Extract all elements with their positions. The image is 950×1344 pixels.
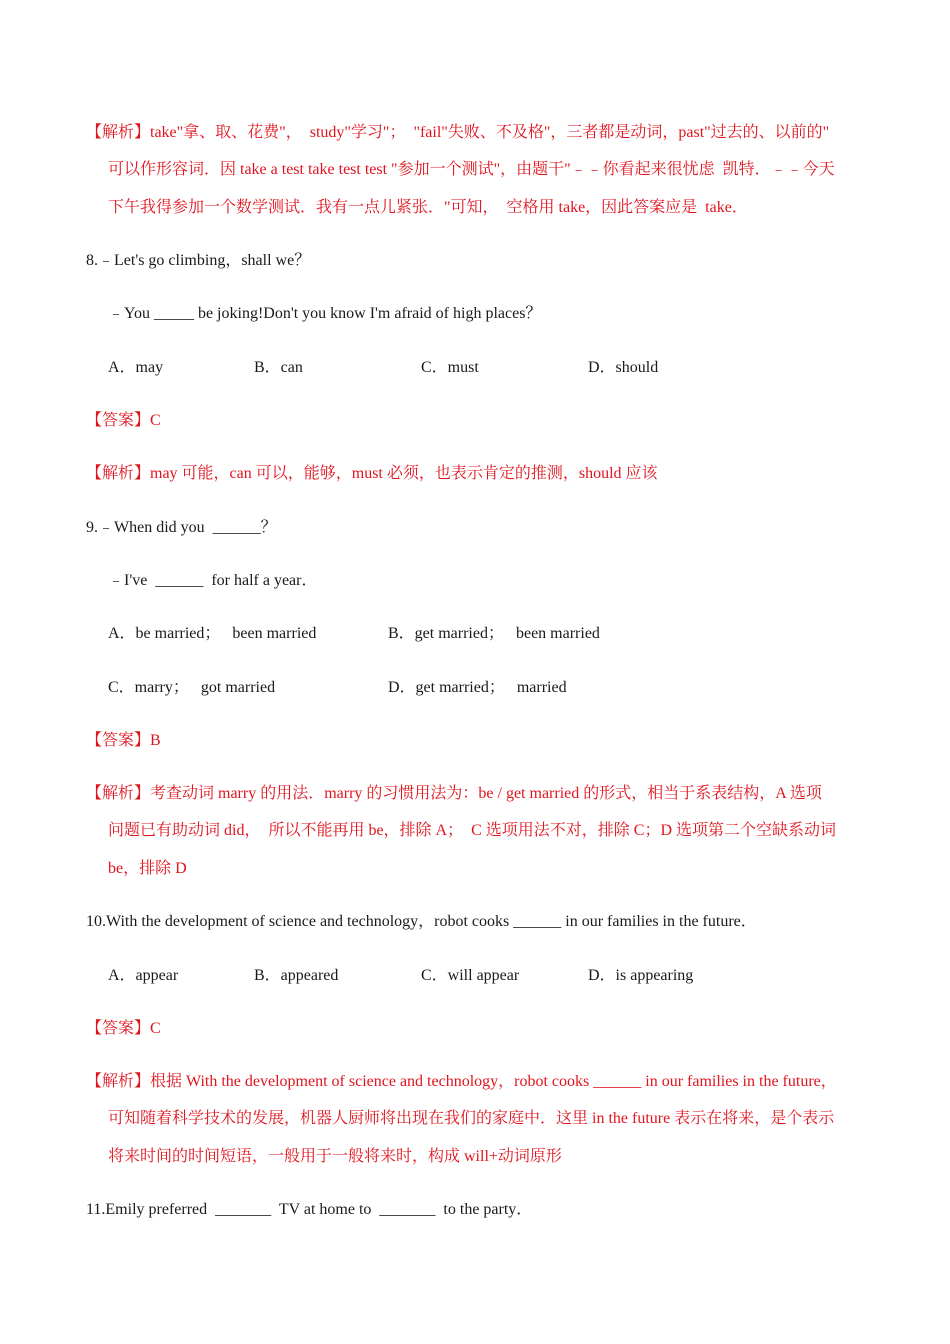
q7-analysis-line-1: 【解析】take"拿、取、花费"， study"学习"； "fail"失败、不及格"，三者都是动词，past"过去的、以前的"	[86, 124, 830, 141]
q10-option-b: B．appeared	[254, 967, 339, 984]
q10-option-c: C．will appear	[421, 967, 520, 984]
q9-reply: ﹣I've ______ for half a year．	[108, 572, 318, 589]
q10-stem: 10.With the development of science and technology，robot cooks ______ in our families in the future．	[86, 913, 757, 930]
q7-analysis-line-2: 可以作形容词．因 take a test take test test "参加一个测试"，由题干"﹣﹣你看起来很忧虑 凯特．﹣﹣今天	[108, 161, 835, 178]
q8-reply: ﹣You _____ be joking!Don't you know I'm afraid of high places？	[108, 305, 542, 322]
q10-analysis-line-2: 可知随着科学技术的发展，机器人厨师将出现在我们的家庭中．这里 in the future 表示在将来，是个表示	[108, 1110, 835, 1127]
q8-analysis: 【解析】may 可能，can 可以，能够，must 必须，也表示肯定的推测，should 应该	[86, 465, 658, 482]
q8-option-d: D．should	[588, 359, 659, 376]
q10-answer: 【答案】C	[86, 1020, 161, 1037]
q10-analysis-line-1: 【解析】根据 With the development of science and technology，robot cooks ______ in our families in the future，	[86, 1073, 837, 1090]
q10-analysis-line-3: 将来时间的时间短语，一般用于一般将来时，构成 will+动词原形	[108, 1148, 562, 1165]
q8-stem: 8.﹣Let's go climbing，shall we？	[86, 252, 311, 269]
q10-option-d: D．is appearing	[588, 967, 694, 984]
q9-analysis-line-3: be，排除 D	[108, 860, 187, 877]
q10-option-a: A．appear	[108, 967, 179, 984]
q9-stem: 9.﹣When did you ______？	[86, 519, 277, 536]
q8-answer: 【答案】C	[86, 412, 161, 429]
q9-option-d: D．get married； married	[388, 679, 567, 696]
q9-option-c: C．marry； got married	[108, 679, 276, 696]
q9-analysis-line-2: 问题已有助动词 did， 所以不能再用 be，排除 A； C 选项用法不对，排除 C；D 选项第二个空缺系动词	[108, 822, 837, 839]
q8-option-c: C．must	[421, 359, 479, 376]
q9-analysis-line-1: 【解析】考查动词 marry 的用法．marry 的习惯用法为：be / get married 的形式，相当于系表结构，A 选项	[86, 785, 822, 802]
q7-analysis-line-3: 下午我得参加一个数学测试．我有一点儿紧张．"可知， 空格用 take，因此答案应是 take．	[108, 199, 748, 216]
q9-answer: 【答案】B	[86, 732, 161, 749]
q8-option-b: B．can	[254, 359, 303, 376]
q8-option-a: A．may	[108, 359, 164, 376]
q9-option-b: B．get married； been married	[388, 625, 600, 642]
q9-option-a: A．be married； been married	[108, 625, 317, 642]
q11-stem: 11.Emily preferred _______ TV at home to _______ to the party．	[86, 1201, 533, 1218]
